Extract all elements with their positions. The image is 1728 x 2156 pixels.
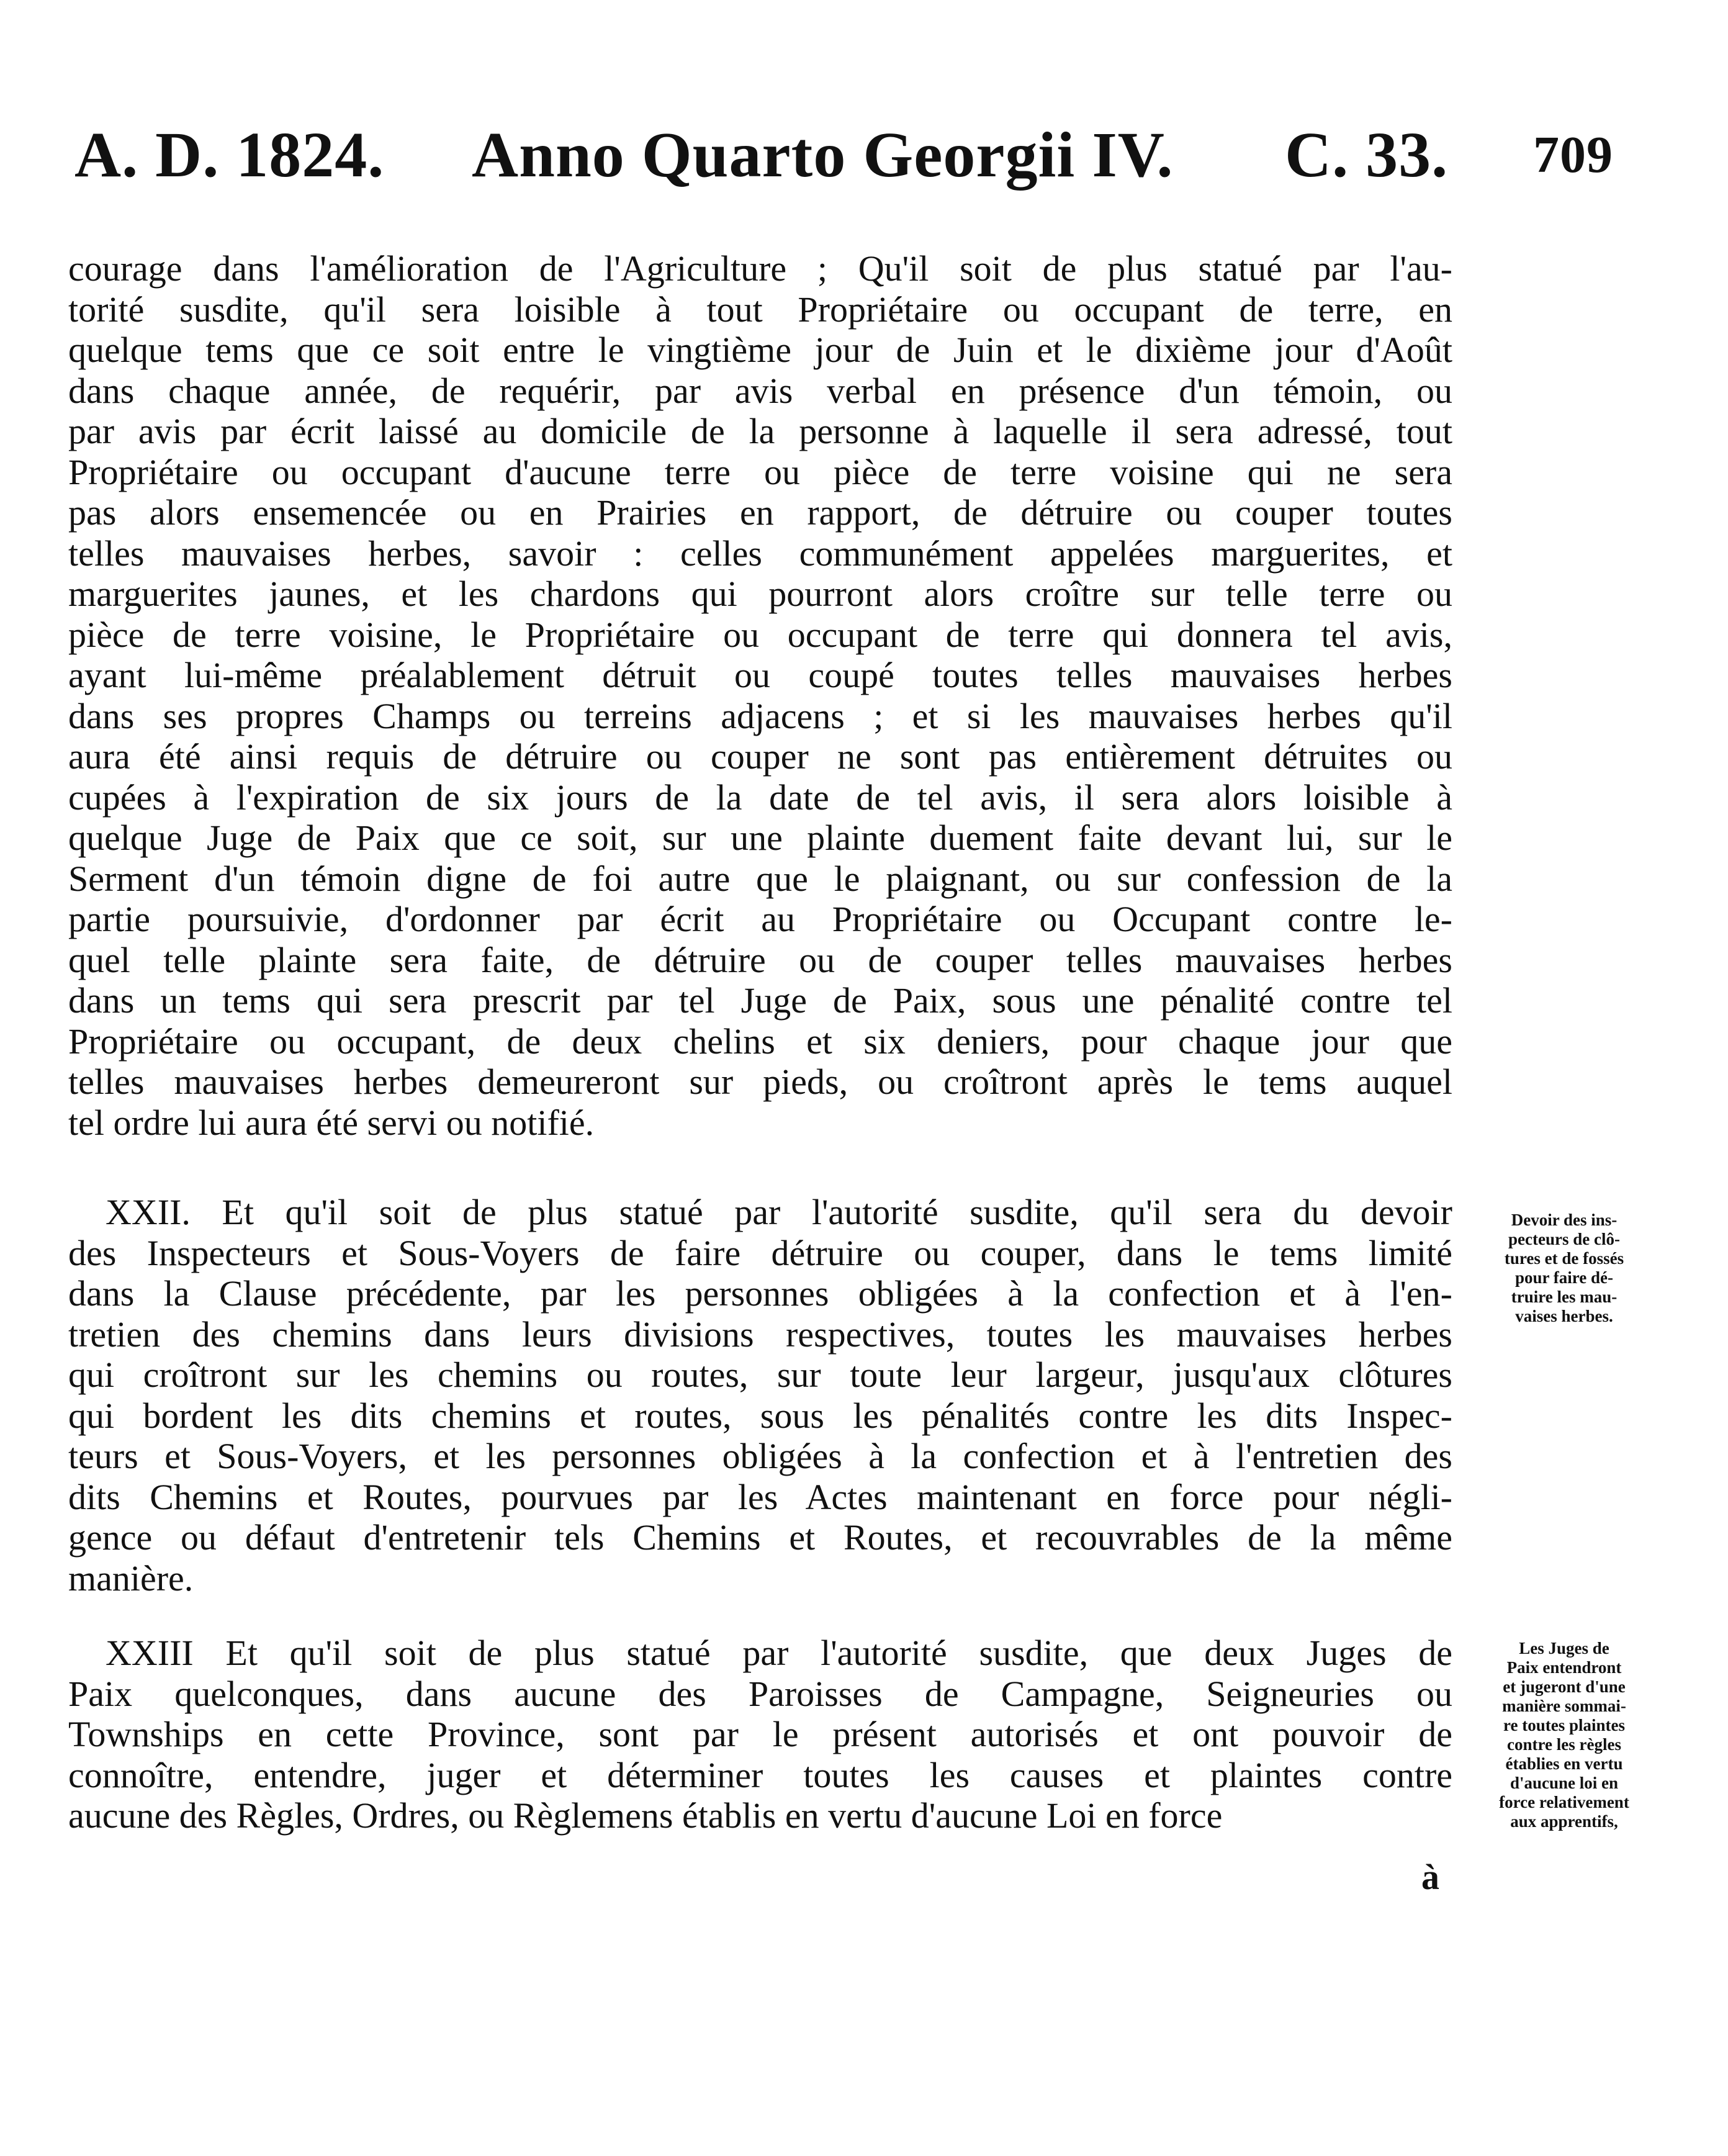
text-line: dans ses propres Champs ou terreins adjacens ; et si les mauvaises herbes qu'il: [68, 695, 1452, 736]
margin-note-line: truire les mau-: [1511, 1288, 1618, 1306]
header-chapter: C. 33.: [1285, 119, 1449, 191]
text-line: ayant lui-même préalablement détruit ou coupé toutes telles mauvaises herbes: [68, 655, 1452, 695]
text-line: quelque Juge de Paix que ce soit, sur une plainte duement faite devant lui, sur le: [68, 818, 1452, 858]
text-line: XXIII Et qu'il soit de plus statué par l'autorité susdite, que deux Juges de: [106, 1633, 1452, 1673]
paragraph-section-xxii: [68, 1192, 1452, 1599]
paragraph-continuation: [68, 248, 1452, 1143]
text-line: tretien des chemins dans leurs divisions respectives, toutes les mauvaises herbes: [68, 1314, 1452, 1355]
text-line: torité susdite, qu'il sera loisible à tout Propriétaire ou occupant de terre, en: [68, 289, 1452, 330]
header-year: A. D. 1824.: [74, 119, 385, 191]
text-line: aucune des Règles, Ordres, ou Règlemens établis en vertu d'aucune Loi en force: [68, 1795, 1223, 1836]
text-line: dits Chemins et Routes, pourvues par les Actes maintenant en force pour négli-: [68, 1476, 1452, 1517]
text-line: quelque tems que ce soit entre le vingtième jour de Juin et le dixième jour d'Août: [68, 330, 1452, 370]
margin-note-line: pour faire dé-: [1515, 1268, 1613, 1287]
text-line: dans la Clause précédente, par les personnes obligées à la confection et à l'en-: [68, 1273, 1452, 1314]
text-line: qui bordent les dits chemins et routes, sous les pénalités contre les dits Inspec-: [68, 1395, 1452, 1436]
margin-note-line: manière sommai-: [1502, 1697, 1626, 1715]
margin-note-line: établies en vertu: [1505, 1754, 1623, 1773]
page-number: 709: [1533, 126, 1613, 184]
text-line: dans un tems qui sera prescrit par tel Juge de Paix, sous une pénalité contre tel: [68, 980, 1452, 1021]
text-line: gence ou défaut d'entretenir tels Chemins et Routes, et recouvrables de la même: [68, 1517, 1452, 1558]
text-line: marguerites jaunes, et les chardons qui pourront alors croître sur telle terre ou: [68, 574, 1452, 614]
text-line: dans chaque année, de requérir, par avis verbal en présence d'un témoin, ou: [68, 370, 1452, 411]
text-line: Townships en cette Province, sont par le présent autorisés et ont pouvoir de: [68, 1714, 1452, 1754]
margin-note-line: vaises herbes.: [1515, 1307, 1613, 1325]
text-line: par avis par écrit laissé au domicile de la personne à laquelle il sera adressé, tout: [68, 411, 1452, 451]
text-line: cupées à l'expiration de six jours de la date de tel avis, il sera alors loisible à: [68, 777, 1452, 818]
text-line: courage dans l'amélioration de l'Agriculture ; Qu'il soit de plus statué par l'au-: [68, 248, 1452, 289]
margin-note-line: Paix entendront: [1506, 1658, 1622, 1677]
text-line: Serment d'un témoin digne de foi autre que le plaignant, ou sur confession de la: [68, 858, 1452, 899]
margin-note-justices-jurisdiction: [1471, 1639, 1657, 1831]
margin-note-line: force relativement: [1499, 1793, 1629, 1811]
margin-note-line: pecteurs de clô-: [1508, 1230, 1620, 1248]
paragraph-section-xxiii: [68, 1633, 1452, 1836]
text-line: Propriétaire ou occupant, de deux chelins et six deniers, pour chaque jour que: [68, 1021, 1452, 1062]
text-line: aura été ainsi requis de détruire ou couper ne sont pas entièrement détruites ou: [68, 736, 1452, 777]
running-header: [74, 112, 1663, 199]
margin-note-inspectors-duty: [1471, 1211, 1657, 1326]
text-line: quel telle plainte sera faite, de détruire ou de couper telles mauvaises herbes: [68, 939, 1452, 980]
text-line: des Inspecteurs et Sous-Voyers de faire détruire ou couper, dans le tems limité: [68, 1232, 1452, 1273]
text-line: Paix quelconques, dans aucune des Paroisses de Campagne, Seigneuries ou: [68, 1673, 1452, 1714]
margin-note-line: d'aucune loi en: [1510, 1774, 1619, 1792]
catchword: à: [1421, 1857, 1439, 1897]
text-line: connoître, entendre, juger et déterminer toutes les causes et plaintes contre: [68, 1754, 1452, 1795]
text-line: pas alors ensemencée ou en Prairies en rapport, de détruire ou couper toutes: [68, 492, 1452, 533]
margin-note-line: Les Juges de: [1519, 1639, 1609, 1658]
text-line: pièce de terre voisine, le Propriétaire ou occupant de terre qui donnera tel avis,: [68, 614, 1452, 655]
text-line: qui croîtront sur les chemins ou routes, sur toute leur largeur, jusqu'aux clôtures: [68, 1355, 1452, 1395]
margin-note-line: contre les règles: [1507, 1735, 1621, 1754]
margin-note-line: et jugeront d'une: [1503, 1677, 1626, 1696]
text-line: manière.: [68, 1558, 194, 1599]
margin-note-line: aux apprentifs,: [1510, 1812, 1618, 1831]
margin-note-line: Devoir des ins-: [1511, 1211, 1618, 1229]
text-line: tel ordre lui aura été servi ou notifié.: [68, 1102, 595, 1143]
text-line: teurs et Sous-Voyers, et les personnes obligées à la confection et à l'entretien des: [68, 1436, 1452, 1476]
text-line: Propriétaire ou occupant d'aucune terre ou pièce de terre voisine qui ne sera: [68, 451, 1452, 492]
text-line: telles mauvaises herbes, savoir : celles communément appelées marguerites, et: [68, 533, 1452, 574]
margin-note-line: re toutes plaintes: [1503, 1716, 1625, 1734]
text-line: telles mauvaises herbes demeureront sur pieds, ou croîtront après le tems auquel: [68, 1062, 1452, 1102]
text-line: partie poursuivie, d'ordonner par écrit au Propriétaire ou Occupant contre le-: [68, 899, 1452, 939]
text-line: XXII. Et qu'il soit de plus statué par l'autorité susdite, qu'il sera du devoir: [106, 1192, 1452, 1232]
header-title: Anno Quarto Georgii IV.: [472, 119, 1174, 191]
margin-note-line: tures et de fossés: [1504, 1249, 1624, 1268]
